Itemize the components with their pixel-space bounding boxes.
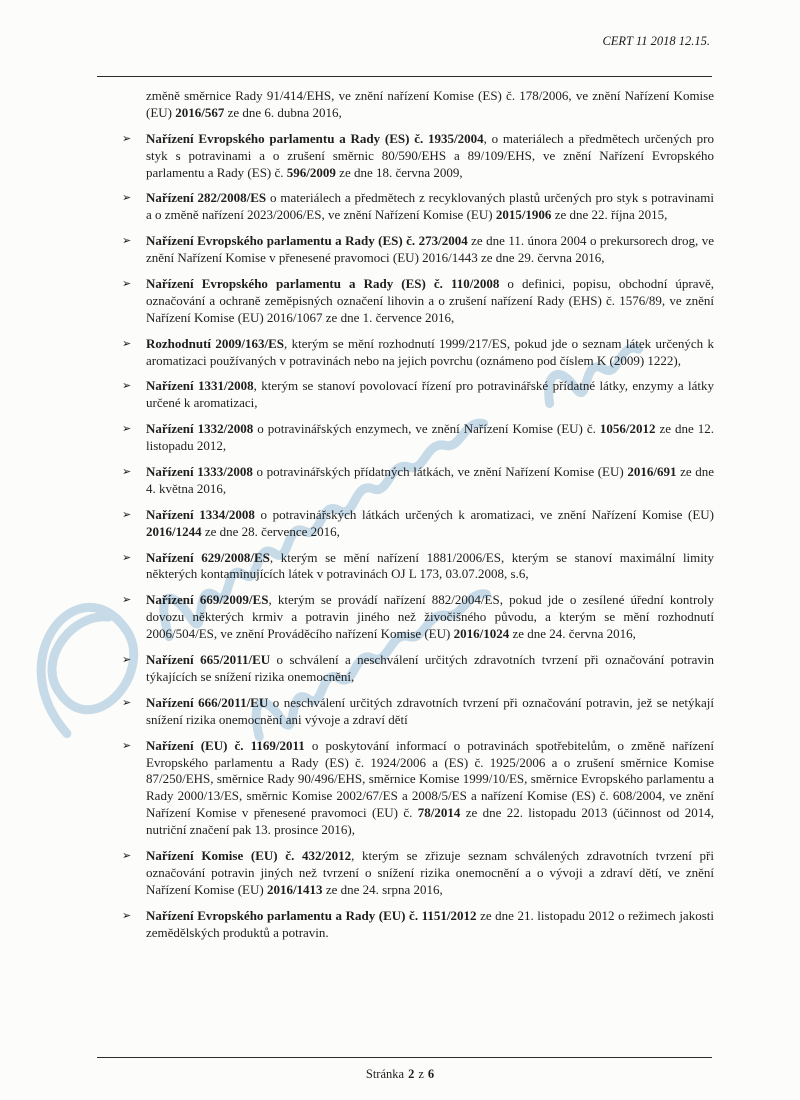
footer-page-number	[0, 1067, 800, 1082]
bullet-arrow-icon: ➢	[122, 508, 132, 521]
list-item	[122, 695, 714, 729]
bullet-arrow-icon: ➢	[122, 654, 132, 667]
bullet-arrow-icon: ➢	[122, 594, 132, 607]
list-item-text: Nařízení Evropského parlamentu a Rady (ES) č. 1935/2004, o materiálech a předmětech určených pro styk s potravinami a o zrušení směrnic 80/590/EHS a 89/109/EHS, ve znění Nařízení Evropského parlamentu a Rady (ES) č. 596/2009 ze dne 18. června 2009,	[146, 130, 715, 180]
list-item-text: Nařízení Evropského parlamentu a Rady (ES) č. 273/2004 ze dne 11. února 2004 o prekursorech drog, ve znění Nařízení Komise v přenesené pravomoci (EU) 2016/1443 ze dne 29. června 2016,	[146, 233, 714, 266]
bullet-arrow-icon: ➢	[122, 551, 132, 564]
page-header-stamp: CERT 11 2018 12.15.	[602, 34, 710, 48]
list-item	[122, 652, 714, 686]
bullet-arrow-icon: ➢	[122, 235, 132, 248]
list-item	[122, 233, 714, 267]
bullet-arrow-icon: ➢	[122, 739, 132, 752]
footer-separator: z	[418, 1067, 424, 1081]
list-item	[122, 848, 714, 899]
bullet-arrow-icon: ➢	[122, 696, 132, 709]
list-item-text: Nařízení 282/2008/ES o materiálech a předmětech z recyklovaných plastů určených pro styk s potravinami a o změně nařízení 2023/2006/ES, ve znění Nařízení Komise (EU) 2015/1906 ze dne 22. října 2015,	[146, 190, 715, 223]
list-item-text: Rozhodnutí 2009/163/ES, kterým se mění rozhodnutí 1999/217/ES, pokud jde o seznam látek určených k aromatizaci používaných v potravinách nebo na jejich povrchu (oznámeno pod číslem K (2009) 1222),	[146, 335, 714, 368]
list-item-text: změně směrnice Rady 91/414/EHS, ve znění nařízení Komise (ES) č. 178/2006, ve znění Nařízení Komise (EU) 2016/567 ze dne 6. dubna 2016,	[146, 88, 714, 120]
bullet-arrow-icon: ➢	[122, 337, 132, 350]
list-item	[122, 378, 714, 412]
list-item-text: Nařízení 665/2011/EU o schválení a neschválení určitých zdravotních tvrzení při označování potravin týkajících se snížení rizika onemocnění,	[146, 652, 715, 684]
list-item-text: Nařízení 666/2011/EU o neschválení určitých zdravotních tvrzení při označování potravin, jež se netýkají snížení rizika onemocnění ani vývoje a zdraví dětí	[146, 694, 714, 727]
bullet-arrow-icon: ➢	[122, 849, 132, 862]
bullet-arrow-icon: ➢	[122, 132, 132, 145]
list-item	[122, 738, 714, 839]
bullet-arrow-icon: ➢	[122, 380, 132, 393]
list-item-text: Nařízení Komise (EU) č. 432/2012, kterým se zřizuje seznam schválených zdravotních tvrzení při označování potravin jiných než tvrzení o snížení rizika onemocnění a o vývoji a zdraví dětí, ve znění Nařízení Komise (EU) 2016/1413 ze dne 24. srpna 2016,	[146, 847, 714, 897]
bullet-arrow-icon: ➢	[122, 278, 132, 291]
list-item	[122, 592, 714, 643]
list-item-text: Nařízení 669/2009/ES, kterým se provádí nařízení 882/2004/ES, pokud jde o zesílené úřední kontroly dovozu některých krmiv a potravin jiného než živočišného původu, a kterým se mění rozhodnutí 2006/504/ES, ve znění Prováděcího nařízení Komise (EU) 2016/1024 ze dne 24. června 2016,	[146, 592, 714, 642]
list-item	[122, 908, 714, 942]
regulation-list	[122, 88, 714, 950]
list-item-text: Nařízení 1334/2008 o potravinářských látkách určených k aromatizaci, ve znění Nařízení Komise (EU) 2016/1244 ze dne 28. července 2016,	[146, 506, 714, 539]
header-divider	[97, 76, 712, 77]
list-item	[122, 507, 714, 541]
continuation-paragraph	[122, 88, 714, 122]
list-item-text: Nařízení 629/2008/ES, kterým se mění nařízení 1881/2006/ES, kterým se stanoví maximální limity některých kontaminujících látek v potravinách OJ L 173, 03.07.2008, s.6,	[146, 549, 715, 582]
list-item	[122, 131, 714, 182]
list-item	[122, 421, 714, 455]
list-item	[122, 550, 714, 584]
footer-total-pages: 6	[427, 1067, 435, 1081]
list-item-text: Nařízení Evropského parlamentu a Rady (EU) č. 1151/2012 ze dne 21. listopadu 2012 o režimech jakosti zemědělských produktů a potravin.	[146, 907, 714, 940]
list-item	[122, 336, 714, 370]
list-item-text: Nařízení Evropského parlamentu a Rady (ES) č. 110/2008 o definici, popisu, obchodní úpravě, označování a ochraně zeměpisných označení lihovin a o zrušení nařízení Rady (EHS) č. 1576/89, ve znění Nařízení Komise (EU) 2016/1067 ze dne 1. července 2016,	[146, 276, 714, 325]
list-item	[122, 190, 714, 224]
bullet-arrow-icon: ➢	[122, 192, 132, 205]
bullet-arrow-icon: ➢	[122, 909, 132, 922]
footer-divider	[97, 1057, 712, 1058]
bullet-arrow-icon: ➢	[122, 423, 132, 436]
list-item-text: Nařízení 1332/2008 o potravinářských enzymech, ve znění Nařízení Komise (EU) č. 1056/2012 ze dne 12. listopadu 2012,	[146, 421, 714, 454]
bullet-arrow-icon: ➢	[122, 466, 132, 479]
list-item	[122, 464, 714, 498]
list-item-text: Nařízení (EU) č. 1169/2011 o poskytování informací o potravinách spotřebitelům, o změně nařízení Evropského parlamentu a Rady (ES) č. 1924/2006 a (ES) č. 1925/2006 a o zrušení směrnice Komise 87/250/EHS, směrnice Rady 90/496/EHS, směrnice Komise 1999/10/ES, směrnice Evropského parlamentu a Rady 2000/13/ES, směrnic Komise 2002/67/ES a 2008/5/ES a nařízení Komise (ES) č. 608/2004, ve znění Nařízení Komise v přenesené pravomoci (EU) č. 78/2014 ze dne 22. listopadu 2013 (účinnost od 2014, nutriční značení pak 13. prosince 2016),	[146, 737, 715, 838]
list-item-text: Nařízení 1331/2008, kterým se stanoví povolovací řízení pro potravinářské přídatné látky, enzymy a látky určené k aromatizaci,	[146, 378, 714, 411]
footer-page-label: Stránka	[365, 1067, 405, 1081]
list-item-text: Nařízení 1333/2008 o potravinářských přídatných látkách, ve znění Nařízení Komise (EU) 2016/691 ze dne 4. května 2016,	[146, 464, 715, 496]
list-item	[122, 276, 714, 327]
footer-current-page: 2	[408, 1067, 415, 1081]
